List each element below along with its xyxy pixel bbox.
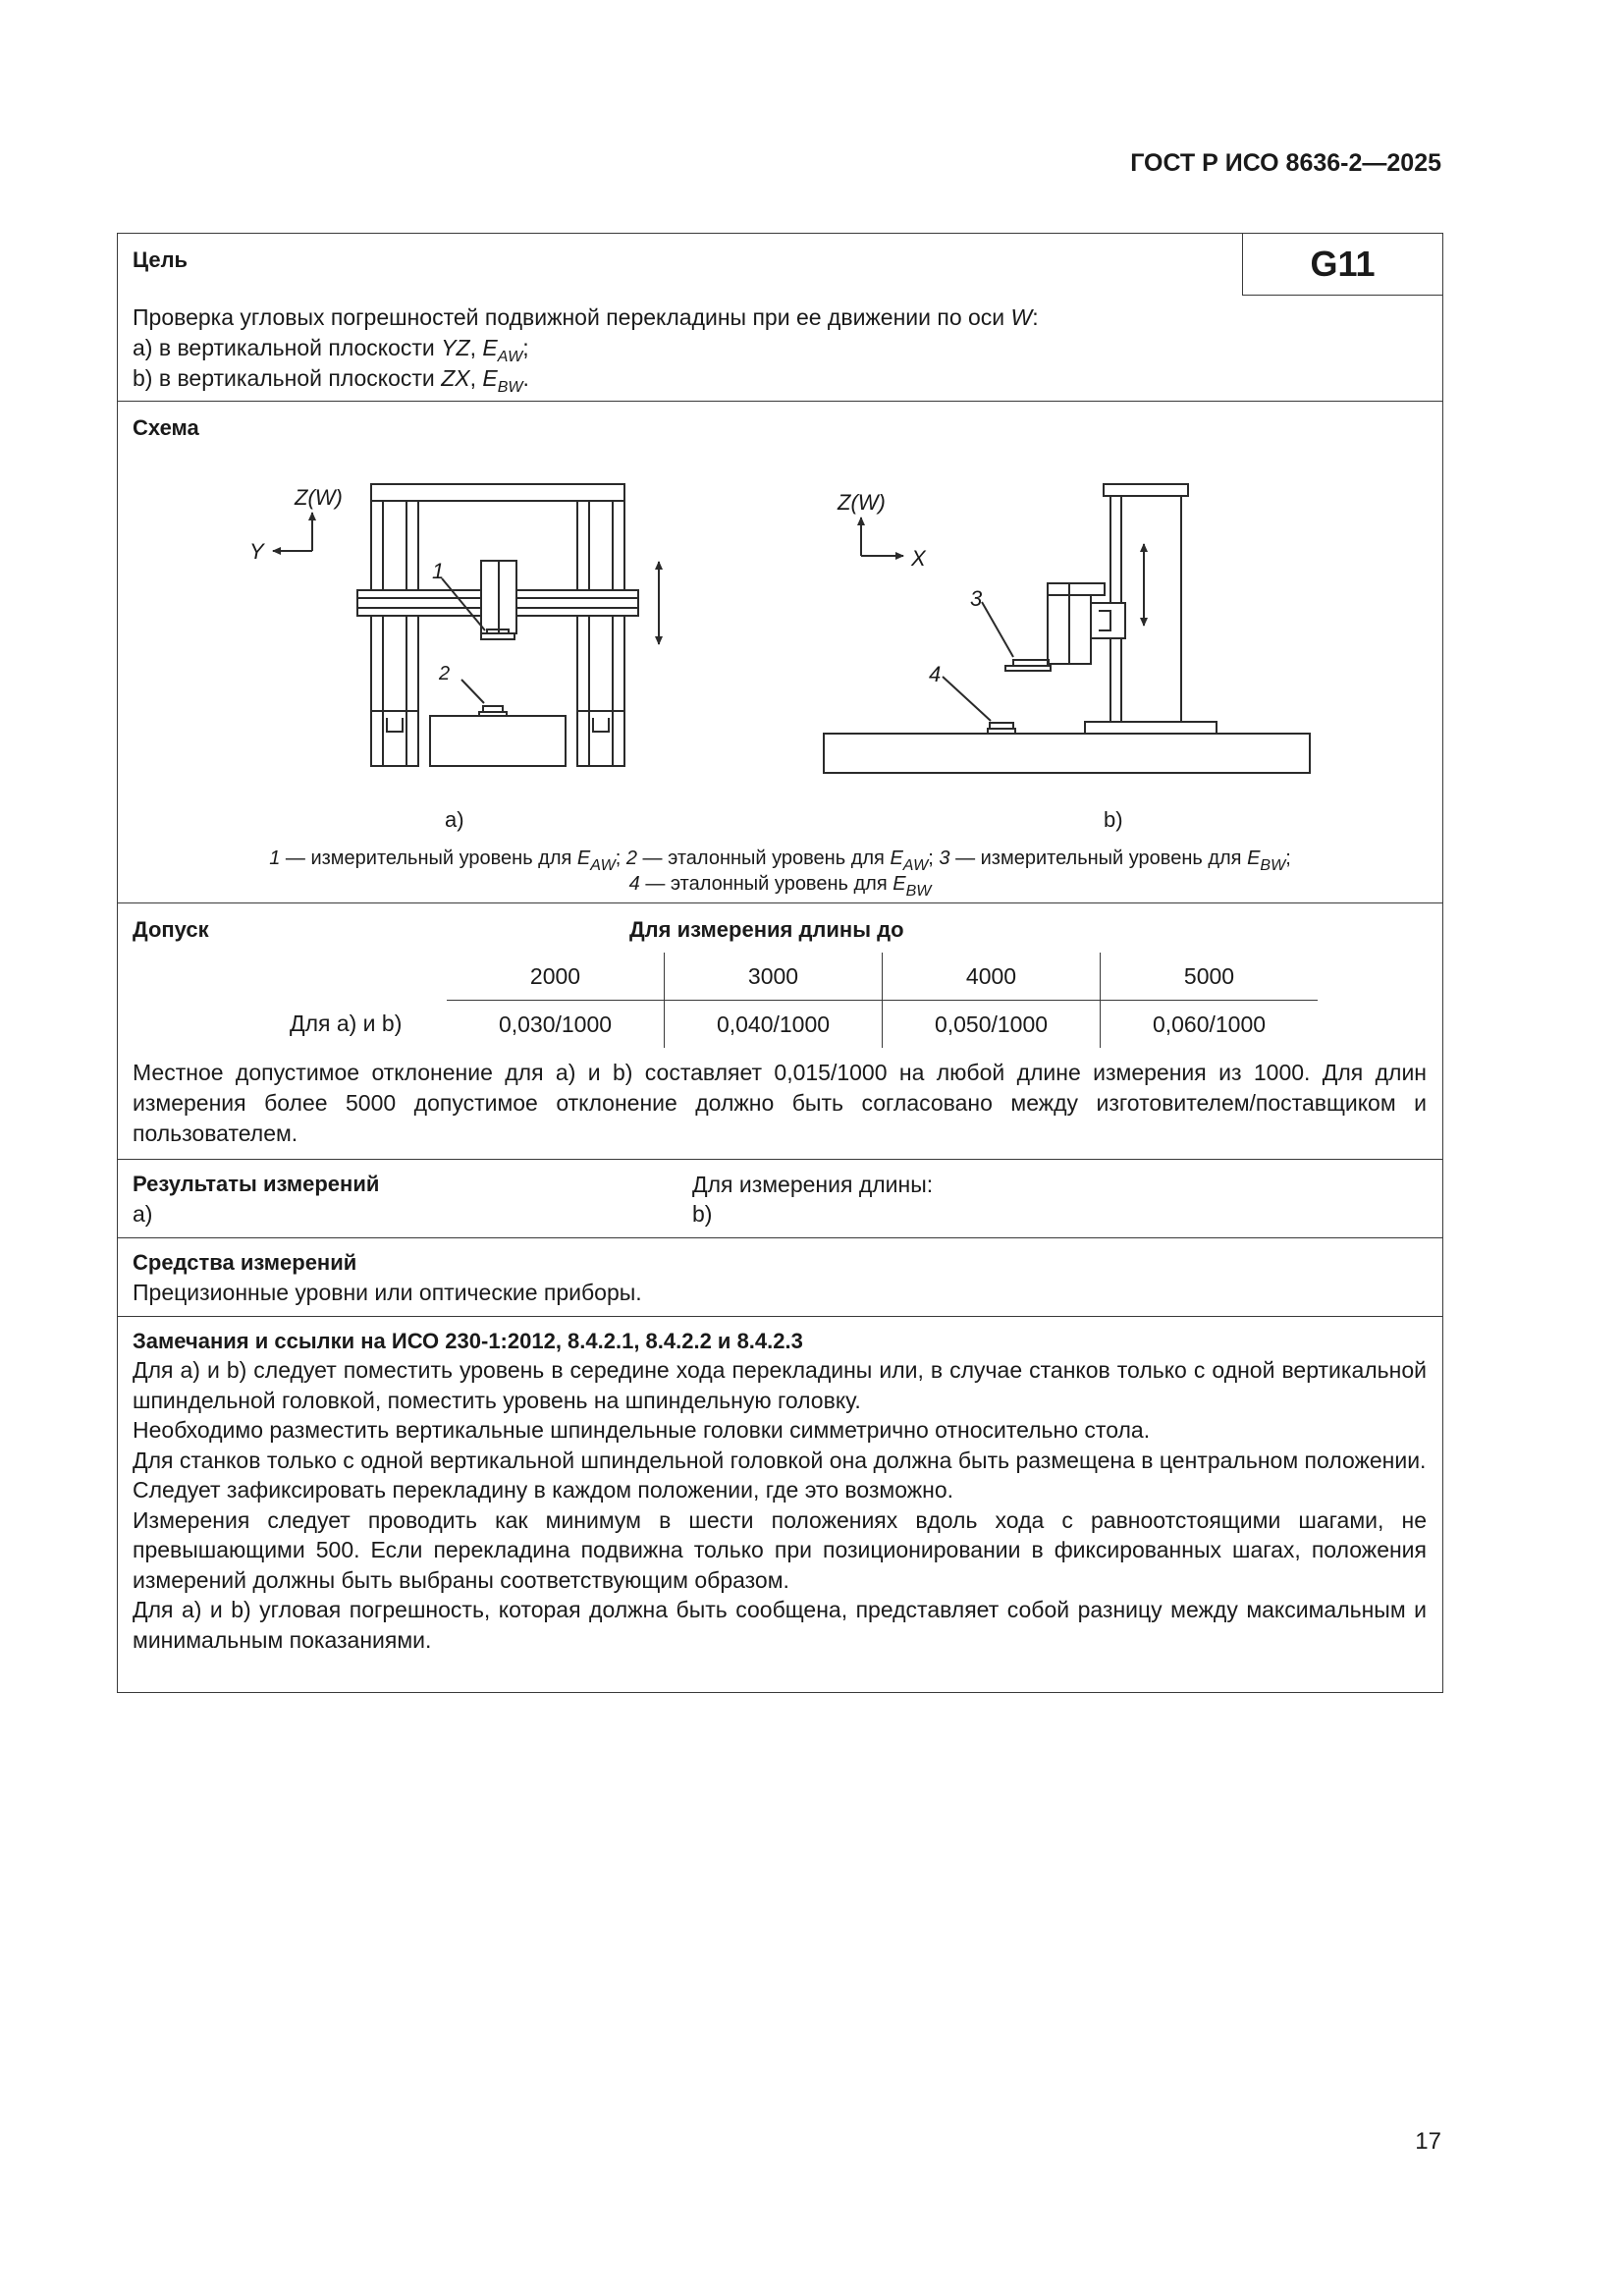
figure-b-caption: b) bbox=[1104, 807, 1123, 832]
measuring-level-3 bbox=[1005, 660, 1051, 671]
x-axis-label: X bbox=[911, 546, 926, 571]
callout-3: 3 bbox=[970, 586, 983, 611]
remarks-paragraph: Необходимо разместить вертикальные шпиндельные головки симметрично относительно стола. bbox=[133, 1417, 1151, 1443]
goal-heading: Цель bbox=[133, 247, 189, 272]
remarks-paragraph: Для станков только с одной вертикальной шпиндельной головкой она должна быть размещена в центральном положении. bbox=[133, 1447, 1427, 1473]
remarks-paragraph: Измерения следует проводить как минимум в шести положениях вдоль хода с равноотстоящими шагами, не превышающими 500. Если перекладина подвижна только при позиционировании в фиксированных шагах, положения измерений должны быть выбраны соответствующим образом. bbox=[133, 1506, 1427, 1593]
goal-item-a: a) в вертикальной плоскости YZ, $E_{AW}$; bbox=[133, 335, 529, 365]
tolerance-value: 0,050/1000 bbox=[883, 1001, 1101, 1049]
tolerance-note: Местное допустимое отклонение для a) и b) составляет 0,015/1000 на любой длине измерения из 1000. Для длин измерения более 5000 допустимое отклонение должно быть согласовано между изготовителем/поставщиком и пользователем. bbox=[133, 1060, 1427, 1146]
callout-2: 2 bbox=[439, 663, 451, 684]
y-axis-label: Y bbox=[249, 539, 264, 564]
results-b: b) bbox=[692, 1201, 713, 1227]
scheme-section bbox=[118, 402, 1442, 903]
goal-item-b: b) в вертикальной плоскости ZX, $E_{BW}$. bbox=[133, 365, 529, 396]
left-column bbox=[371, 501, 418, 766]
length-cell: 2000 bbox=[447, 953, 665, 1001]
instruments-text: Прецизионные уровни или оптические приборы. bbox=[133, 1280, 642, 1305]
page-number: 17 bbox=[1415, 2128, 1441, 2155]
length-cell: 5000 bbox=[1101, 953, 1319, 1001]
tolerance-table bbox=[290, 953, 1318, 1048]
goal-text bbox=[133, 302, 1039, 394]
scheme-diagram bbox=[118, 402, 1442, 902]
reference-level-2 bbox=[479, 706, 507, 716]
scheme-heading: Схема bbox=[133, 415, 199, 440]
top-beam bbox=[371, 484, 624, 501]
remarks-paragraph: Для a) и b) угловая погрешность, которая должна быть сообщена, представляет собой разницу между максимальным и минимальным показаниями. bbox=[133, 1597, 1427, 1653]
length-cell: 3000 bbox=[665, 953, 883, 1001]
results-section bbox=[118, 1160, 1442, 1238]
test-sheet-frame bbox=[117, 233, 1443, 1693]
tolerance-header-row bbox=[332, 953, 1318, 1001]
reference-level-4 bbox=[988, 723, 1015, 734]
tolerance-section bbox=[118, 903, 1442, 1160]
callout-4: 4 bbox=[929, 662, 942, 686]
scheme-legend: 1 — измерительный уровень для $E_{AW}$; 2 — эталонный уровень для $E_{AW}$; 3 — измерительный уровень для $E_{BW}$; 4 — эталонный уровень для $E_{BW}$ bbox=[269, 847, 1291, 900]
machine-bed bbox=[824, 734, 1310, 773]
remarks-section bbox=[118, 1317, 1442, 1692]
z-axis-label-a: Z(W) bbox=[295, 485, 343, 510]
right-column bbox=[577, 501, 624, 766]
tolerance-heading: Допуск bbox=[133, 917, 209, 942]
tolerance-value: 0,030/1000 bbox=[498, 1011, 613, 1037]
standard-number: ГОСТ Р ИСО 8636-2—2025 bbox=[1130, 149, 1441, 177]
tolerance-table-heading: Для измерения длины до bbox=[629, 917, 904, 942]
results-heading: Результаты измерений bbox=[133, 1172, 380, 1196]
test-code: G11 bbox=[1242, 234, 1442, 296]
row-label: Для a) и b) bbox=[290, 1011, 403, 1037]
length-cell: 4000 bbox=[883, 953, 1101, 1001]
tolerance-value-row bbox=[332, 1001, 1318, 1049]
tolerance-value: 0,040/1000 bbox=[665, 1001, 883, 1049]
callout-1: 1 bbox=[432, 559, 445, 583]
head-slide bbox=[1091, 603, 1125, 638]
tolerance-value: 0,060/1000 bbox=[1101, 1001, 1319, 1049]
instruments-section bbox=[118, 1238, 1442, 1317]
instruments-heading: Средства измерений bbox=[133, 1250, 357, 1275]
column-top bbox=[1104, 484, 1188, 496]
remarks-body bbox=[133, 1355, 1427, 1655]
remarks-paragraph: Для a) и b) следует поместить уровень в середине хода перекладины или, в случае станков только с одной вертикальной шпиндельной головкой, поместить уровень на шпиндельную головку. bbox=[133, 1357, 1427, 1413]
column-base bbox=[1085, 722, 1217, 734]
z-axis-label-b: Z(W) bbox=[838, 490, 886, 515]
goal-line: Проверка угловых погрешностей подвижной перекладины при ее движении по оси W: bbox=[133, 304, 1039, 330]
remarks-heading: Замечания и ссылки на ИСО 230-1:2012, 8.4.2.1, 8.4.2.2 и 8.4.2.3 bbox=[133, 1329, 803, 1353]
figure-b-side-view bbox=[824, 484, 1310, 832]
figure-a-caption: a) bbox=[445, 807, 464, 832]
remarks-paragraph: Следует зафиксировать перекладину в каждом положении, где это возможно. bbox=[133, 1477, 954, 1503]
figure-a-portal bbox=[249, 484, 659, 832]
results-length-label: Для измерения длины: bbox=[692, 1172, 934, 1197]
goal-section bbox=[118, 234, 1442, 402]
results-a: a) bbox=[133, 1201, 153, 1227]
table-a bbox=[430, 716, 566, 766]
